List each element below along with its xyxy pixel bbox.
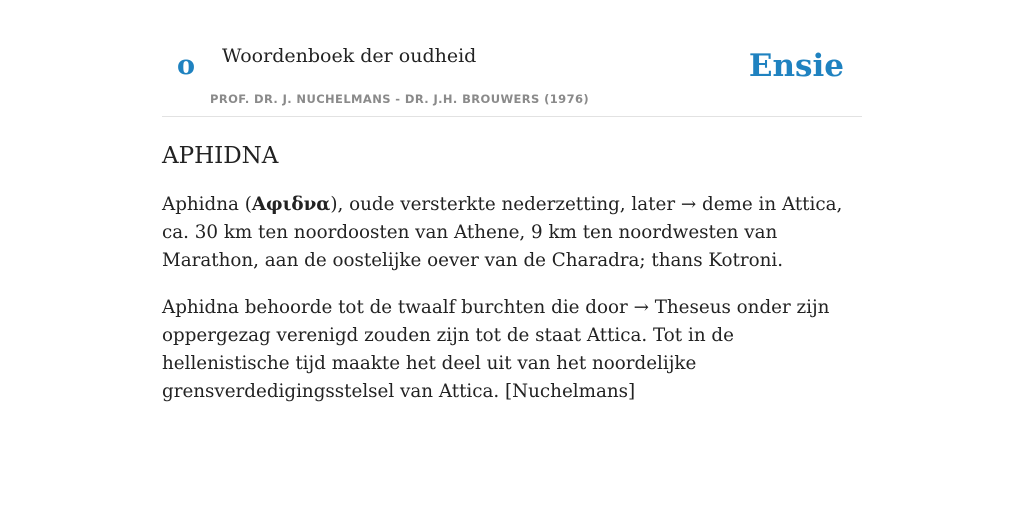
- paragraph-text: ), oude versterkte nederzetting, later: [330, 194, 681, 215]
- paragraph-text: onder zijn oppergezag verenigd zouden zijn tot de staat Attica. Tot in de hellenistische tijd maakte het deel uit van het noordelijke grensverdedigingsstelsel van Attica. [Nuchelmans]: [162, 297, 830, 402]
- book-title[interactable]: Woordenboek der oudheid: [222, 45, 477, 67]
- greek-term: Αφιδνα: [251, 194, 331, 215]
- brand-logo[interactable]: Ensie: [748, 48, 844, 84]
- entry-paragraph-1: [162, 191, 862, 275]
- book-logo[interactable]: o: [177, 50, 196, 81]
- paragraph-text: Aphidna behoorde tot de twaalf burchten die door: [162, 297, 634, 318]
- header: [162, 0, 862, 117]
- cross-reference-link-deme[interactable]: → deme: [680, 194, 753, 215]
- book-authors: PROF. DR. J. NUCHELMANS - DR. J.H. BROUWERS (1976): [210, 92, 590, 106]
- entry-paragraph-2: [162, 294, 862, 406]
- paragraph-text: in Attica, ca. 30 km ten noordoosten van Athene, 9 km ten noordwesten van Marathon, aan de oostelijke oever van de Charadra; thans Kotroni.: [162, 194, 843, 271]
- page: [162, 0, 862, 406]
- paragraph-text: Aphidna (: [162, 194, 252, 215]
- entry-title: APHIDNA: [162, 143, 279, 169]
- cross-reference-link-theseus[interactable]: → Theseus: [633, 297, 731, 318]
